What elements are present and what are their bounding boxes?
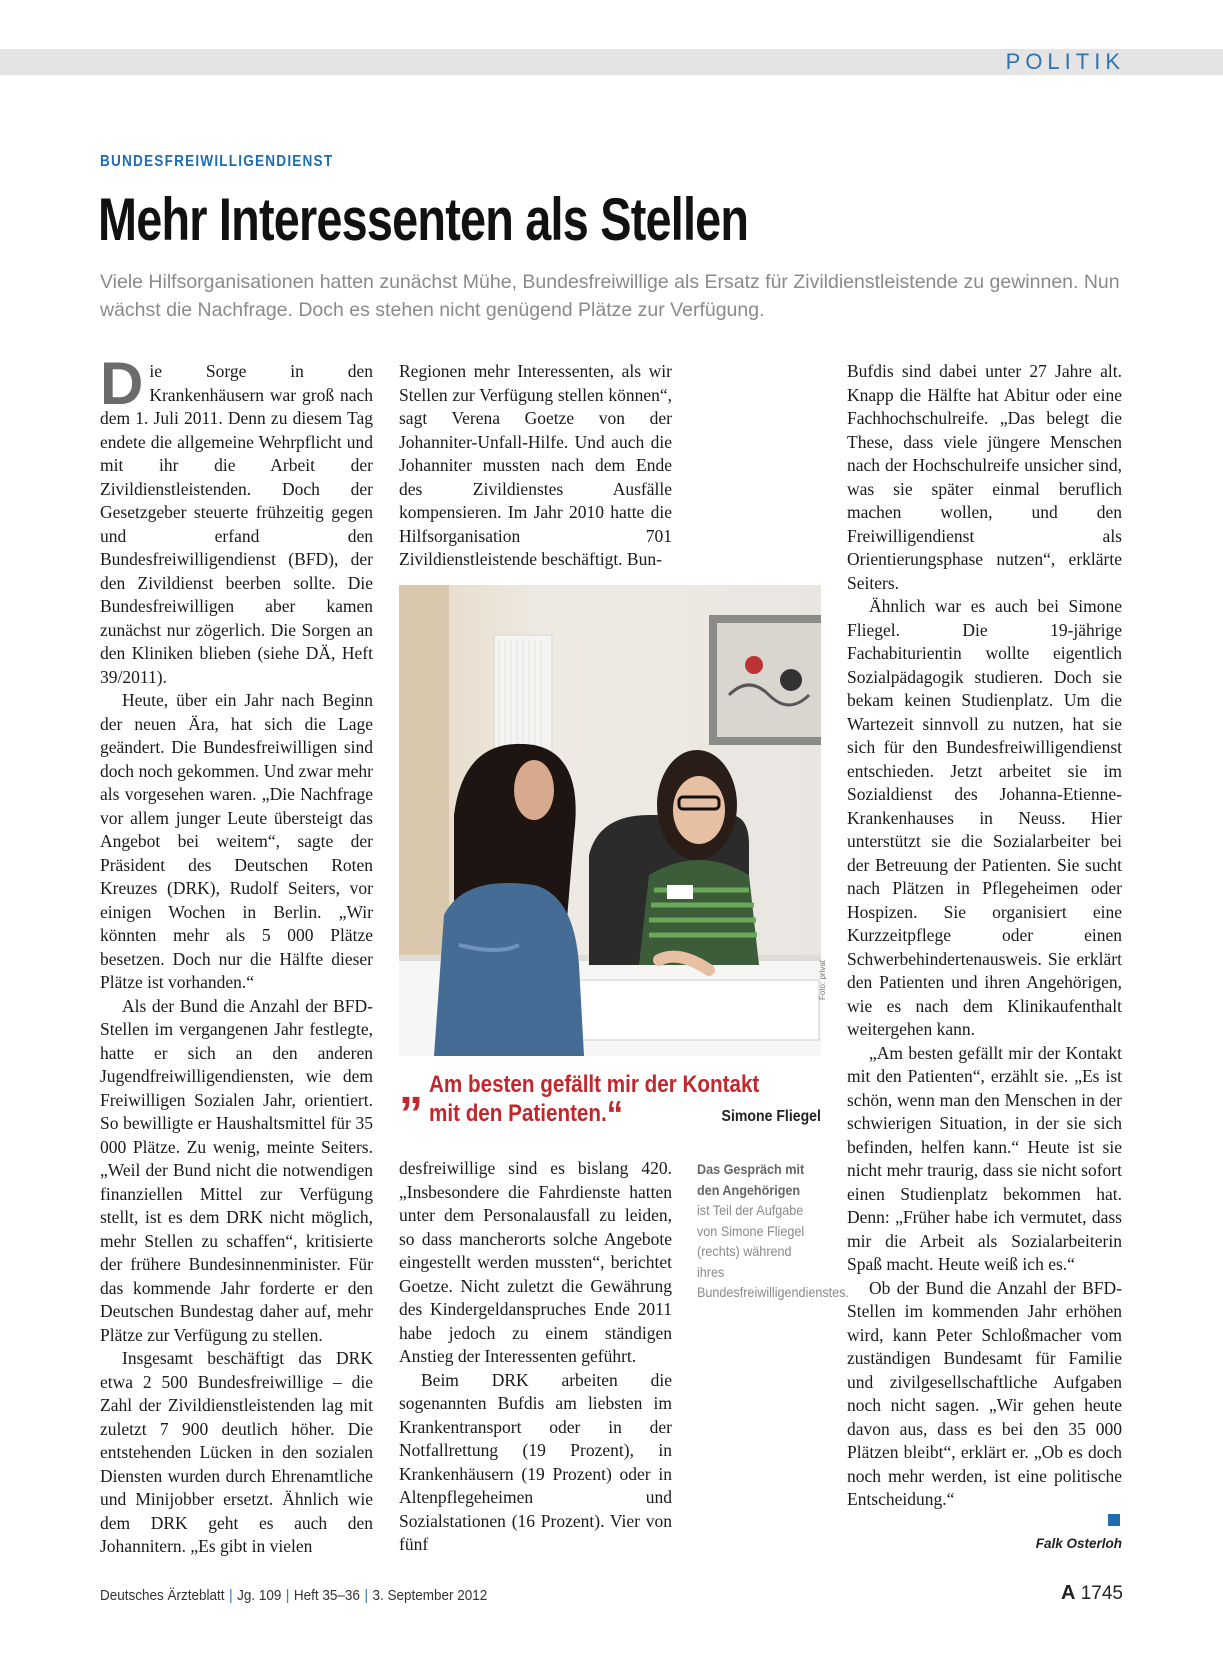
- paragraph: Bufdis sind dabei unter 27 Jahre alt. Knapp die Hälfte hat Abitur oder eine Fachhochschulreife. „Das belegt die These, dass viele jüngere Menschen nach der Hochschulreife unsicher sind, was sie später einmal beruflich machen wollen, und den Freiwilligendienst als Orientierungsphase nutzen“, erklärte Seiters.: [847, 361, 1122, 593]
- paragraph: Als der Bund die Anzahl der BFD-Stellen im vergangenen Jahr festlegte, hatte er sich an den anderen Jugendfreiwilligendiensten, wie dem Freiwilligen Sozialen Jahr, orientiert. So bewilligte er Haushaltsmittel für 35 000 Plätze. Zu wenig, meinte Seiters. „Weil der Bund nicht die notwendigen finanziellen Mittel zur Verfügung stellt, ist es dem DRK nicht möglich, mehr Stellen zu schaffen“, kritisierte der frühere Bundesinnenminister. Für das kommende Jahr forderte er den Deutschen Bundestag daher auf, mehr Plätze zur Verfügung zu stellen.: [100, 995, 373, 1345]
- paragraph: desfreiwillige sind es bislang 420. „Insbesondere die Fahrdienste hatten unter dem Personalausfall zu leiden, so dass mancherorts solche Angebote eingestellt werden mussten“, berichtet Goetze. Nicht zuletzt die Gewährung des Kindergeldanspruches Ende 2011 habe jedoch zu einem ständigen Anstieg der Interessenten geführt.: [399, 1158, 672, 1366]
- paragraph: Ob der Bund die Anzahl der BFD-Stellen im kommenden Jahr erhöhen wird, kann Peter Schloßmacher vom zuständigen Bundesamt für Familie und zivilgesellschaftliche Aufgaben noch nicht sagen. „Wir gehen heute davon aus, dass es bei den 35 000 Plätzen bleibt“, erklärt er. „Ob es doch noch mehr werden, ist eine politische Entscheidung.“: [847, 1277, 1122, 1509]
- photo-illustration: [399, 585, 821, 1056]
- article-photo: [399, 585, 821, 1056]
- article-column-1: [100, 350, 373, 1559]
- photo-caption: [697, 1159, 849, 1303]
- quote-attribution: Simone Fliegel: [721, 1108, 821, 1125]
- article-column-4: [847, 360, 1122, 1512]
- paragraph: Insgesamt beschäftigt das DRK etwa 2 500 Bundesfreiwillige – die Zahl der Zivildienstleistenden lag mit zuletzt 7 900 deutlich höher. Die entstehenden Lücken in den sozialen Diensten wurden durch Ehrenamtliche und Minijobber ersetzt. Ähnlich wie dem DRK geht es auch den Johannitern. „Es gibt in vielen: [100, 1348, 373, 1556]
- quote-line: Am besten gefällt mir der Kontakt: [429, 1071, 760, 1098]
- paragraph: Ähnlich war es auch bei Simone Fliegel. Die 19-jährige Fachabiturientin wollte eigentlich Sozialpädagogik studieren. Doch sie bekam keinen Studienplatz. Um die Wartezeit sinnvoll zu nutzen, hat sie sich für den Bundesfreiwilligendienst entschieden. Jetzt arbeitet sie im Sozialdienst des Johanna-Etienne-Krankenhauses in Neuss. Hier unterstützt sie die Sozialarbeiter bei der Betreuung der Patienten. Sie sucht nach Plätzen in Pflegeheimen oder Hospizen. Sie organisiert eine Kurzzeitpflege oder einen Schwerbehindertenausweis. Sie erklärt den Patienten und ihren Angehörigen, wie es nach dem Klinikaufenthalt weitergehen kann.: [847, 596, 1122, 1039]
- caption-text: ist Teil der Aufgabe von Simone Fliegel (rechts) während ihres Bundesfreiwilligendienstes.: [697, 1202, 849, 1300]
- article-headline: Mehr Interessenten als Stellen: [98, 186, 749, 253]
- paragraph: Beim DRK arbeiten die sogenannten Bufdis am liebsten im Krankentransport oder in der Notfallrettung (19 Prozent), in Krankenhäusern (19 Prozent) oder in Altenpflegeheimen und Sozialstationen (16 Prozent). Vier von fünf: [399, 1369, 672, 1554]
- article-lede: Viele Hilfsorganisationen hatten zunächst Mühe, Bundesfreiwillige als Ersatz für Zivildienstleistende zu gewinnen. Nun wächst die Nachfrage. Doch es stehen nicht genügend Plätze zur Verfügung.: [100, 271, 1120, 321]
- article-column-2-top: [399, 360, 672, 572]
- photo-credit: Foto: privat: [818, 959, 827, 1000]
- journal-issue: Heft 35–36: [293, 1587, 360, 1604]
- quote-close-mark: “: [606, 1094, 624, 1136]
- drop-cap: D: [100, 350, 144, 417]
- page-footer: Deutsches Ärzteblatt | Jg. 109 | Heft 35–36 | 3. September 2012: [100, 1587, 488, 1604]
- article-column-2-bottom: [399, 1157, 672, 1557]
- paragraph: Die Sorge in den Krankenhäusern war groß nach dem 1. Juli 2011. Denn zu diesem Tag endete die allgemeine Wehrpflicht und mit ihr die Arbeit der Zivildienstleistenden. Doch der Gesetzgeber steuerte frühzeitig gegen und erfand den Bundesfreiwilligendienst (BFD), der den Zivildienst beerben sollte. Die Bundesfreiwilligen aber kamen zunächst nur zögerlich. Die Sorgen an den Kliniken blieben (siehe DÄ, Heft 39/2011).: [100, 350, 373, 687]
- pull-quote: [399, 1061, 821, 1136]
- issue-date: 3. September 2012: [372, 1587, 488, 1604]
- quote-line: mit den Patienten.“: [429, 1094, 624, 1136]
- section-label: POLITIK: [1005, 49, 1125, 74]
- paragraph: „Am besten gefällt mir der Kontakt mit den Patienten“, erzählt sie. „Es ist schön, wenn man den Menschen in der schwierigen Situation, in der sie sich befinden, helfen kann.“ Heute ist sie nicht mehr traurig, dass sie nicht sofort einen Studienplatz bekommen hat. Denn: „Früher habe ich vermutet, dass mir die Arbeit als Sozialarbeiterin Spaß macht. Heute weiß ich es.“: [847, 1042, 1122, 1274]
- caption-lead: Das Gespräch mit den Angehörigen: [697, 1161, 805, 1198]
- quote-open-mark: „: [399, 1061, 423, 1114]
- journal-volume: Jg. 109: [237, 1587, 282, 1604]
- journal-name: Deutsches Ärzteblatt: [100, 1587, 225, 1604]
- article-kicker: BUNDESFREIWILLIGENDIENST: [100, 153, 334, 170]
- blue-square-icon: [1108, 1514, 1120, 1526]
- paragraph: Heute, über ein Jahr nach Beginn der neuen Ära, hat sich die Lage geändert. Die Bundesfreiwilligen sind doch noch gekommen. Und zwar mehr als vorgesehen waren. „Die Nachfrage vor allem junger Leute übersteigt das Angebot bei weitem“, sagte der Präsident des Deutschen Roten Kreuzes (DRK), Rudolf Seiters, vor einigen Wochen in Berlin. „Wir könnten mehr als 5 000 Plätze besetzen. Doch nur die Hälfte dieser Plätze ist vorhanden.“: [100, 690, 373, 992]
- article-author: Falk Osterloh: [1035, 1536, 1122, 1551]
- page-number: A 1745: [1060, 1582, 1123, 1604]
- paragraph: Regionen mehr Interessenten, als wir Stellen zur Verfügung stellen können“, sagt Verena Goetze von der Johanniter-Unfall-Hilfe. Und auch die Johanniter mussten nach dem Ende des Zivildienstes Ausfälle kompensieren. Im Jahr 2010 hatte die Hilfsorganisation 701 Zivildienstleistende beschäftigt. Bun-: [399, 361, 672, 569]
